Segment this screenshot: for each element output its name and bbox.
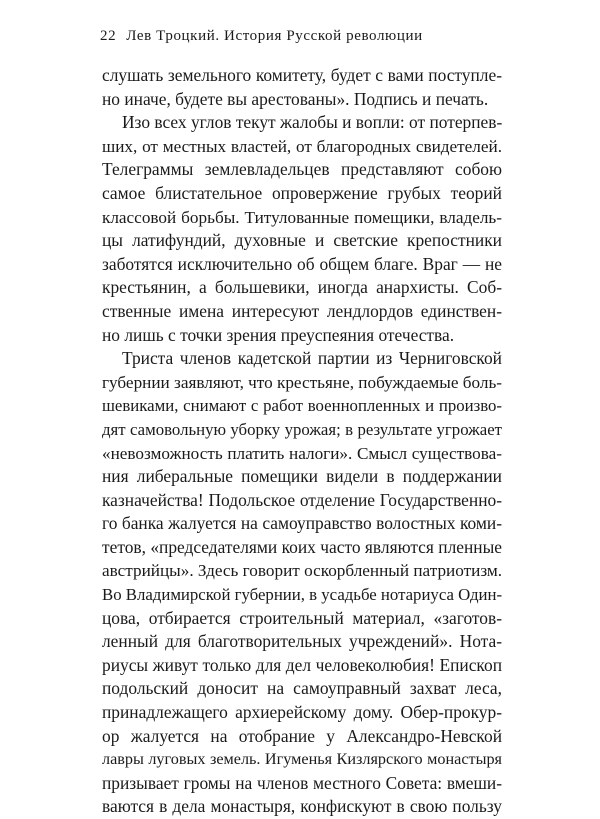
text-line: дят самовольную уборку урожая; в результате угрожает <box>102 419 502 439</box>
text-line: Во Владимирской губернии, в усадьбе нотариуса Один- <box>102 585 503 605</box>
paragraph-first-line: Триста членов кадетской партии из Черниговской <box>122 348 502 369</box>
text-line: австрийцы». Здесь говорит оскорбленный патриотизм. <box>102 561 503 581</box>
text-line: губернии заявляют, что крестьяне, побуждаемые боль- <box>102 372 503 392</box>
text-line: но лишь с точки зрения преуспеяния отечества. <box>102 324 455 345</box>
text-line: ор жалуется на отобрание у Александро-Невской <box>102 725 502 746</box>
running-title: Лев Троцкий. История Русской революции <box>126 28 423 44</box>
text-line: самое блистательное опровержение грубых теорий <box>102 182 502 203</box>
text-line: слушать земельного комитету, будет с вами поступле- <box>102 65 502 85</box>
text-line: ших, от местных властей, от благородных свидетелей. <box>102 136 502 156</box>
text-line: риусы живут только для дел человеколюбия! Епископ <box>102 654 502 675</box>
paragraph-first-line: Изо всех углов текут жалобы и вопли: от потерпев- <box>122 112 503 133</box>
text-line: ния либеральные помещики видели в поддержании <box>102 466 502 487</box>
text-line: го банка жалуется на самоуправство волостных коми- <box>102 513 502 534</box>
text-line: тетов, «председателями коих часто являются пленные <box>102 536 502 557</box>
text-line: цова, отбирается строительный материал, «заготов- <box>102 607 502 628</box>
text-line: Телеграммы землевладельцев представляют собою <box>102 159 502 180</box>
text-line: шевиками, снимают с работ военнопленных и произво- <box>102 396 502 416</box>
text-line: «невозможность платить налоги». Смысл существова- <box>102 443 502 463</box>
page-number: 22 <box>100 28 117 44</box>
text-line: ленный для благотворительных учреждений». Нота- <box>102 631 502 652</box>
text-line: подольский доносит на самоуправный захват леса, <box>102 678 502 699</box>
text-line: классовой борьбы. Титулованные помещики, владель- <box>102 207 502 227</box>
text-line: принадлежащего архиерейскому дому. Обер-прокур- <box>102 702 502 723</box>
text-line: крестьянин, а большевики, иногда анархисты. Соб- <box>102 277 502 298</box>
text-line: но иначе, будете вы арестованы». Подпись и печать. <box>102 88 489 109</box>
text-line: ственные имена интересуют лендлордов единствен- <box>102 300 502 321</box>
text-line: призывает громы на членов местного Совета: вмеши- <box>102 772 502 793</box>
body-text <box>102 64 502 819</box>
text-line: цы латифундий, духовные и светские крепостники <box>102 230 502 251</box>
text-line: ваются в дела монастыря, конфискуют в свою пользу <box>102 796 502 817</box>
running-head <box>100 28 500 50</box>
text-line: казначейства! Подольское отделение Государственно- <box>102 489 502 510</box>
text-line: заботятся исключительно об общем благе. Враг — не <box>102 253 502 274</box>
text-line: лавры луговых земель. Игуменья Кизлярского монастыря <box>102 750 502 769</box>
